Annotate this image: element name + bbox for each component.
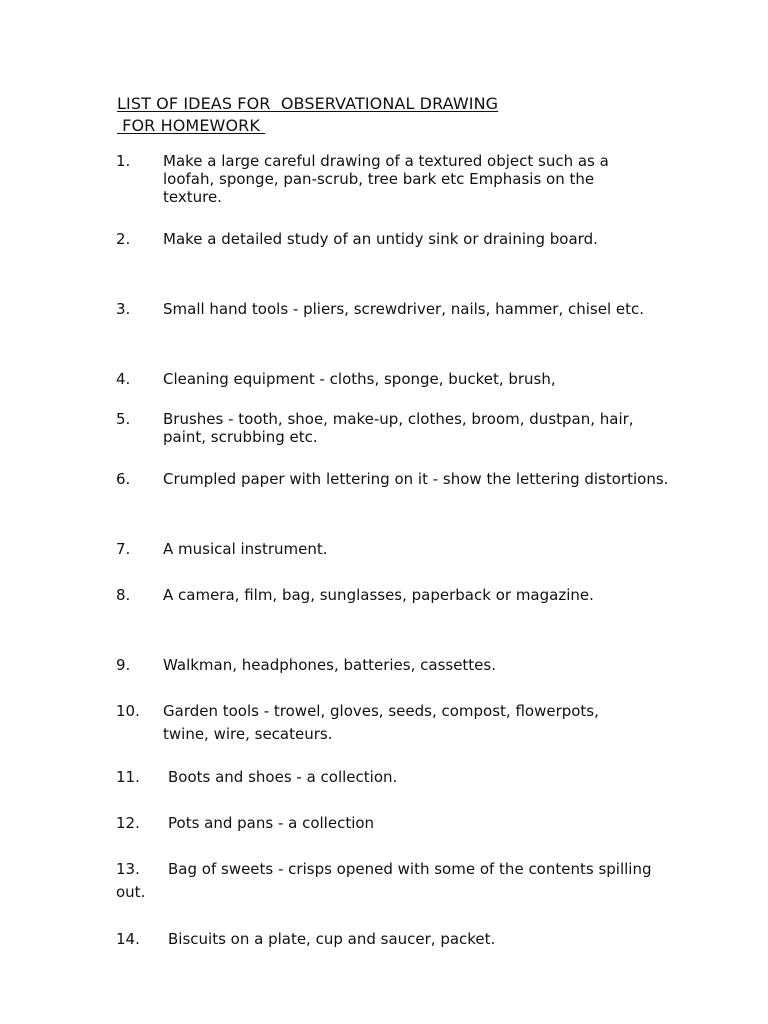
list-item — [116, 928, 676, 951]
list-item-number: 9. — [116, 656, 131, 674]
list-item — [116, 858, 676, 904]
list-item-text: Cleaning equipment - cloths, sponge, bucket, brush, — [163, 370, 556, 388]
list-item-text: Boots and shoes - a collection. — [168, 768, 398, 786]
list-item — [116, 468, 676, 491]
list-item-number: 11. — [116, 768, 140, 786]
document-title-line2: FOR HOMEWORK — [117, 116, 266, 135]
list-item-number: 1. — [116, 152, 131, 170]
list-item-number: 12. — [116, 814, 140, 832]
document-title-line1: LIST OF IDEAS FOR OBSERVATIONAL DRAWING — [117, 94, 499, 113]
list-item — [116, 654, 676, 677]
list-item-text: Biscuits on a plate, cup and saucer, packet. — [168, 930, 496, 948]
list-item-text: Bag of sweets - crisps opened with some of the contents spilling out. — [116, 860, 652, 901]
list-item-number: 3. — [116, 300, 131, 318]
list-item — [116, 298, 676, 321]
list-item-text: Garden tools - trowel, gloves, seeds, compost, flowerpots, twine, wire, secateurs. — [163, 702, 599, 743]
list-item-number: 14. — [116, 930, 140, 948]
list-item — [116, 700, 643, 746]
list-item-number: 2. — [116, 230, 131, 248]
list-item-text: A camera, film, bag, sunglasses, paperback or magazine. — [163, 586, 594, 604]
list-item — [116, 812, 676, 835]
list-item — [116, 538, 676, 561]
list-item-number: 7. — [116, 540, 131, 558]
list-item — [116, 152, 643, 206]
list-item-number: 6. — [116, 470, 131, 488]
list-item-text: Brushes - tooth, shoe, make-up, clothes, broom, dustpan, hair, paint, scrubbing etc. — [163, 410, 634, 446]
list-item-text: Small hand tools - pliers, screwdriver, nails, hammer, chisel etc. — [163, 300, 645, 318]
list-item — [116, 410, 643, 446]
list-item-number: 13. — [116, 860, 140, 878]
list-item-text: Pots and pans - a collection — [168, 814, 375, 832]
list-item-text: Crumpled paper with lettering on it - show the lettering distortions. — [163, 470, 669, 488]
list-item-text: Walkman, headphones, batteries, cassettes. — [163, 656, 496, 674]
list-item-number: 4. — [116, 370, 131, 388]
list-item — [116, 584, 676, 607]
list-item — [116, 228, 676, 251]
list-item-text: Make a detailed study of an untidy sink or draining board. — [163, 230, 598, 248]
list-item-number: 10. — [116, 702, 140, 720]
list-item-text: A musical instrument. — [163, 540, 328, 558]
list-item-number: 8. — [116, 586, 131, 604]
list-item-number: 5. — [116, 410, 131, 428]
list-item — [116, 368, 676, 391]
list-item-text: Make a large careful drawing of a textured object such as a loofah, sponge, pan-scrub, tree bark etc Emphasis on the texture. — [163, 152, 609, 206]
list-item — [116, 766, 676, 789]
